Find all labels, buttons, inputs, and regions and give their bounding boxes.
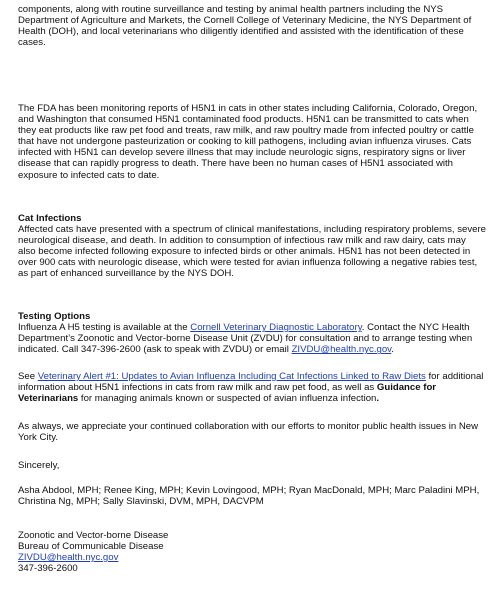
cat-infections-body: Affected cats have presented with a spectrum of clinical manifestations, including respiratory problems, severe neurological disease, and death. In addition to consumption of infectious raw milk and raw dairy, cats may also become infected following exposure to infected birds or other animals. H5N1 has not been detected in over 900 cats with neurologic disease, which were tested for avian influenza following a negative rabies test, as part of enhanced surveillance by the NYS DOH. (18, 224, 487, 280)
testing-options-body (18, 322, 486, 355)
signatories-list: Asha Abdool, MPH; Renee King, MPH; Kevin Lovingood, MPH; Ryan MacDonald, MPH; Marc Paladini MPH, Christina Ng, MPH; Sally Slavinski, DVM, MPH, DACVPM (18, 485, 480, 508)
alert-text-4: . (376, 393, 380, 405)
zvdu-email-link[interactable]: ZIVDU@health.nyc.gov (291, 344, 392, 356)
guidance-for-veterinarians-label: Guidance for Veterinarians (18, 382, 437, 405)
cat-infections-section (18, 213, 486, 280)
contact-block (18, 530, 486, 574)
testing-options-section (18, 311, 486, 355)
testing-options-heading: Testing Options (18, 311, 91, 322)
closing-paragraph: As always, we appreciate your continued collaboration with our efforts to monitor public health issues in New York City. (18, 421, 479, 444)
fda-monitoring-paragraph: The FDA has been monitoring reports of H5N1 in cats in other states including California, Colorado, Oregon, and Washington that consumed H5N1 contaminated food products. H5N1 can be transmitted to cats when they eat products like raw pet food and treats, raw milk, and raw poultry made from infected poultry or cattle that have not undergone pasteurization or cooking to kill pathogens, including avian influenza viruses. Cats infected with H5N1 can develop severe illness that may include neurologic signs, respiratory signs or liver disease that can rapidly progress to death. There have been no human cases of H5N1 associated with exposure to infected cats to date. (18, 103, 478, 181)
signoff: Sincerely, (18, 460, 60, 471)
testing-text-1: Influenza A H5 testing is available at the (18, 322, 191, 334)
testing-text-3: . (391, 344, 394, 356)
alert-text-2: for additional information about H5N1 infections in cats from raw milk and raw pet food, as well as (18, 371, 484, 394)
cat-infections-heading: Cat Infections (18, 213, 82, 224)
cornell-lab-link[interactable]: Cornell Veterinary Diagnostic Laboratory (190, 322, 362, 334)
alert-text-3: for managing animals known or suspected of avian influenza infection (78, 393, 377, 405)
veterinary-alert-paragraph (18, 371, 486, 404)
intro-paragraph-continued: components, along with routine surveillance and testing by animal health partners including the NYS Department of Agriculture and Markets, the Cornell College of Veterinary Medicine, the NYS Department of Health (DOH), and local veterinarians who diligently identified and assisted with the identification of these cases. (18, 4, 472, 49)
contact-phone: 347-396-2600 (18, 563, 78, 575)
alert-text-1: See (18, 371, 38, 382)
contact-unit: Zoonotic and Vector-borne Disease (18, 530, 169, 541)
veterinary-alert-link[interactable]: Veterinary Alert #1: Updates to Avian Influenza Including Cat Infections Linked to Raw Diets (37, 371, 426, 382)
contact-email-link[interactable]: ZIVDU@health.nyc.gov (18, 552, 119, 564)
testing-text-2: . Contact the NYC Health Department’s Zoonotic and Vector-borne Disease Unit (ZVDU) for consultation and to arrange testing when indicated. Call 347-396-2600 (ask to speak with ZVDU) or email (18, 322, 473, 356)
contact-bureau: Bureau of Communicable Disease (18, 541, 164, 553)
